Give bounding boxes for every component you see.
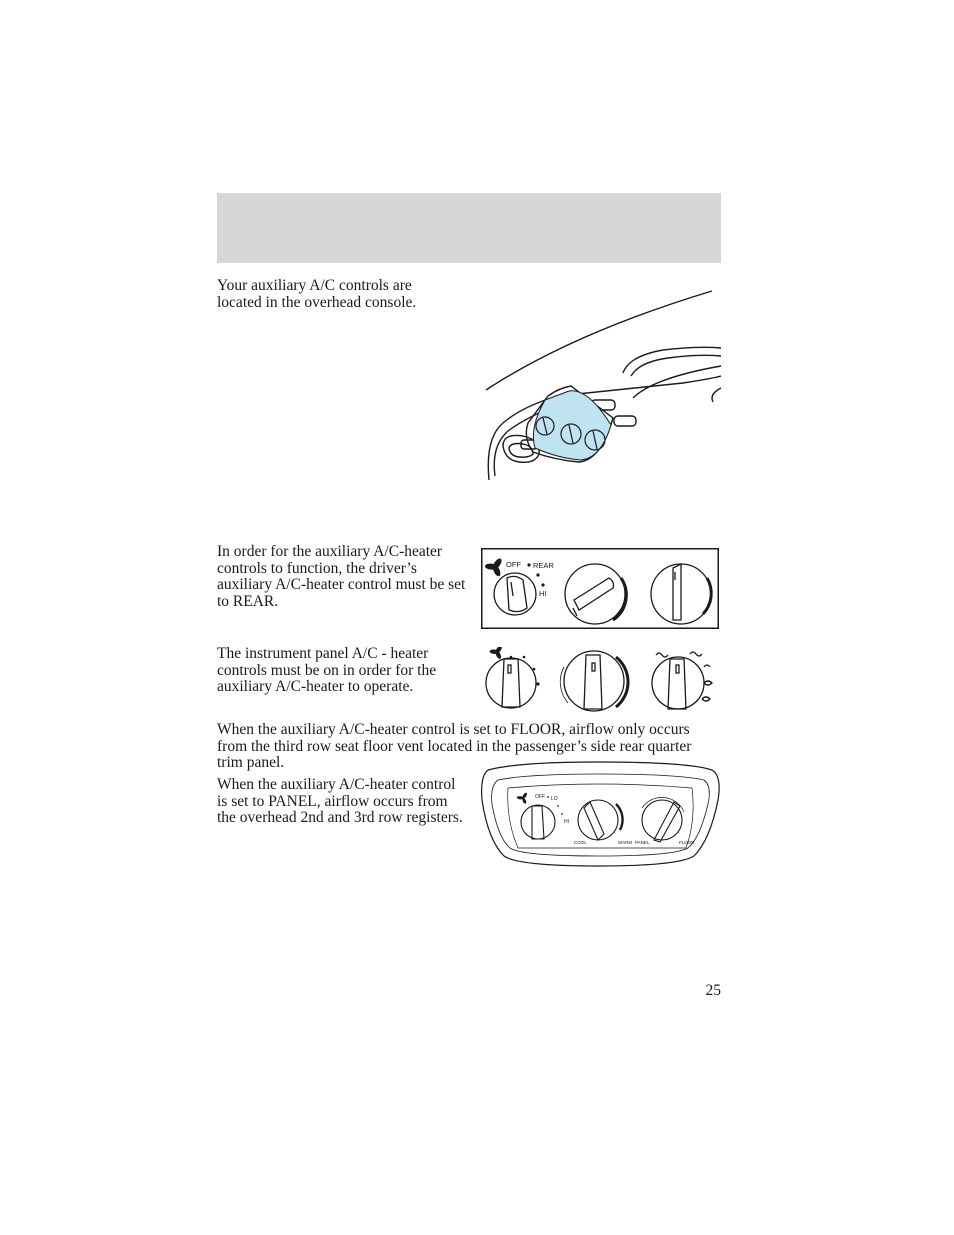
paragraph-instrument-panel: The instrument panel A/C - heater controls must be on in order for the auxiliary A/C-heater to operate. xyxy=(217,645,437,695)
fan-speed-knob xyxy=(521,805,555,839)
label-panel: PANEL xyxy=(635,840,650,845)
paragraph-overhead-console: Your auxiliary A/C controls are located in the overhead console. xyxy=(217,277,417,311)
label-warm: WARM xyxy=(618,840,633,845)
overhead-console-illustration xyxy=(483,288,723,482)
paragraph-panel-airflow: When the auxiliary A/C-heater control is set to PANEL, airflow occurs from the overhead 2nd and 3rd row registers. xyxy=(217,776,463,826)
label-off: OFF xyxy=(535,794,545,800)
paragraph-set-to-rear: In order for the auxiliary A/C-heater controls to function, the driver’s auxiliary A/C-heater control must be set to REAR. xyxy=(217,543,466,610)
defrost-icon xyxy=(656,653,668,657)
fan-icon xyxy=(489,647,503,660)
windshield-icon xyxy=(704,681,712,685)
label-lo: LO xyxy=(551,796,558,802)
instrument-panel-controls-illustration xyxy=(484,647,724,713)
label-hi: HI xyxy=(564,819,569,825)
label-floor: FLOOR xyxy=(679,840,695,845)
label-hi: HI xyxy=(539,589,547,598)
driver-auxiliary-control-illustration xyxy=(481,548,719,630)
page-number: 25 xyxy=(705,982,721,999)
mode-knob xyxy=(642,800,682,840)
paragraph-floor-airflow: When the auxiliary A/C-heater control is set to FLOOR, airflow only occurs from the third row seat floor vent located in the passenger’s side rear quarter trim panel. xyxy=(217,721,692,771)
label-rear: REAR xyxy=(533,561,554,570)
section-header-band xyxy=(217,193,721,263)
label-cool: COOL xyxy=(574,840,587,845)
fan-icon xyxy=(517,792,528,804)
label-off: OFF xyxy=(506,560,521,569)
overhead-auxiliary-control-illustration xyxy=(478,760,722,868)
